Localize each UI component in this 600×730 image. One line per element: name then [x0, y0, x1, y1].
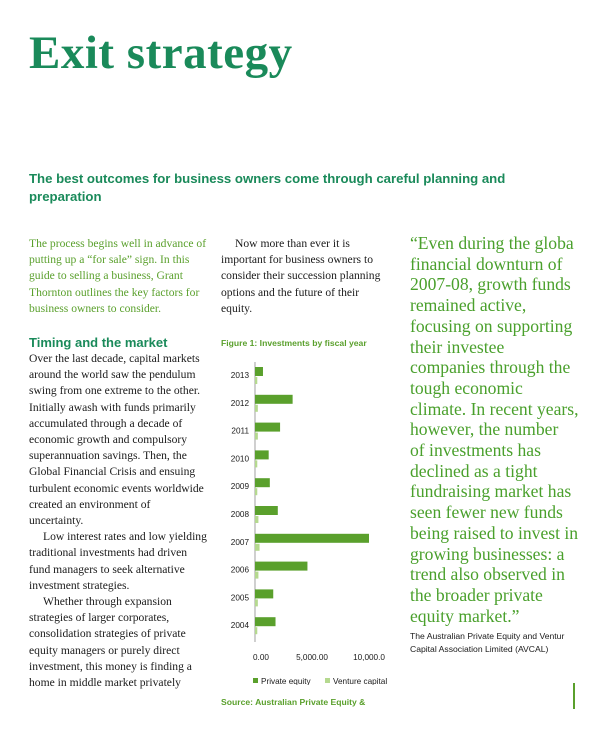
bar-venture-capital-2008 [255, 516, 258, 523]
quote-line: of investments has [410, 440, 541, 461]
body-paragraph-3: Whether through expansion strategies of larger corporates, consolidation strategies of private equity managers or purely direct investment, this money is finding a home in middle market privately [29, 595, 192, 690]
body-paragraph-2: Low interest rates and low yielding traditional investments had driven fund managers to seek alternative investment strategies. [29, 530, 207, 592]
bar-venture-capital-2006 [255, 572, 258, 579]
quote-line: their investee [410, 336, 505, 357]
category-label: 2011 [231, 426, 249, 436]
quote-line: growing businesses: a [410, 543, 565, 564]
section-heading: Timing and the market [29, 335, 168, 351]
decorative-rule [573, 683, 575, 709]
investments-bar-chart [218, 355, 408, 685]
bar-venture-capital-2013 [255, 377, 257, 384]
bar-private-equity-2005 [255, 589, 273, 598]
category-label: 2013 [230, 371, 249, 380]
bar-private-equity-2013 [255, 367, 263, 376]
quote-line: focusing on supporting [410, 315, 573, 336]
quote-attribution [410, 630, 600, 655]
subtitle: The best outcomes for business owners come through careful planning and preparation [29, 171, 506, 204]
bar-venture-capital-2005 [255, 599, 258, 606]
quote-line: declined as a tight [410, 460, 538, 481]
x-tick-label: 0.00 [253, 653, 269, 662]
category-label: 2004 [230, 621, 249, 631]
quote-line: “Even during the globa [410, 233, 574, 253]
bar-private-equity-2012 [255, 395, 293, 404]
attribution-line: The Australian Private Equity and Ventur [410, 631, 565, 641]
category-label: 2008 [230, 510, 249, 519]
pull-quote [410, 233, 600, 626]
bar-private-equity-2009 [255, 478, 270, 487]
x-tick-label: 10,000.0 [353, 653, 385, 662]
bar-private-equity-2010 [255, 450, 269, 459]
quote-line: 2007-08, growth funds [410, 274, 571, 295]
legend-label-venture-capital: Venture capital [333, 677, 388, 685]
quote-line: fundraising market has [410, 481, 572, 502]
page-title: Exit strategy [29, 27, 293, 79]
quote-line: being raised to invest in [410, 522, 579, 543]
legend-swatch-venture-capital [325, 678, 330, 683]
quote-line: equity market.” [410, 605, 520, 626]
bar-venture-capital-2012 [255, 405, 258, 412]
bar-private-equity-2004 [255, 617, 276, 626]
body-paragraph-1: Over the last decade, capital markets around the world saw the pendulum swing from one extreme to the other. Initially awash with funds primarily accumulated through a decade of economic growth and compulsory superannuation savings. Then, the Global Financial Crisis and ensuing turbulent economic events worldwide created an environment of uncertainty. [29, 352, 204, 528]
legend-swatch-private-equity [253, 678, 258, 683]
category-label: 2006 [230, 565, 249, 575]
quote-line: financial downturn of [410, 253, 563, 274]
figure-title: Figure 1: Investments by fiscal year [221, 338, 367, 348]
category-label: 2012 [230, 398, 249, 408]
bar-venture-capital-2011 [255, 433, 258, 440]
quote-line: trend also observed in [410, 564, 565, 585]
quote-line: remained active, [410, 295, 527, 316]
middle-paragraph: Now more than ever it is important for business owners to consider their succession planning options and the future of their equity. [221, 237, 381, 315]
bar-private-equity-2011 [255, 423, 280, 432]
bar-venture-capital-2004 [255, 627, 257, 634]
category-label: 2007 [230, 537, 249, 547]
bar-private-equity-2008 [255, 506, 278, 515]
bar-venture-capital-2010 [255, 460, 257, 467]
bar-venture-capital-2007 [255, 544, 260, 551]
left-column [29, 236, 207, 691]
category-label: 2005 [230, 593, 249, 603]
intro-paragraph: The process begins well in advance of putting up a “for sale” sign. In this guide to selling a business, Grant Thornton outlines the key factors for business owners to consider. [29, 237, 207, 315]
quote-line: seen fewer new funds [410, 502, 563, 523]
quote-line: climate. In recent years, [410, 398, 579, 419]
attribution-line: Capital Association Limited (AVCAL) [410, 643, 549, 654]
x-tick-label: 5,000.00 [296, 653, 328, 662]
bar-private-equity-2006 [255, 562, 307, 571]
quote-line: companies through the [410, 357, 571, 378]
quote-line: tough economic [410, 377, 523, 398]
bar-private-equity-2007 [255, 534, 369, 543]
bar-venture-capital-2009 [255, 488, 257, 495]
category-label: 2009 [230, 482, 249, 492]
left-column-clip [29, 0, 209, 706]
figure-source: Source: Australian Private Equity & [221, 697, 366, 707]
category-label: 2010 [230, 454, 249, 464]
middle-column [221, 236, 391, 317]
legend-label-private-equity: Private equity [261, 677, 311, 685]
quote-line: however, the number [410, 419, 559, 440]
quote-line: the broader private [410, 584, 543, 605]
